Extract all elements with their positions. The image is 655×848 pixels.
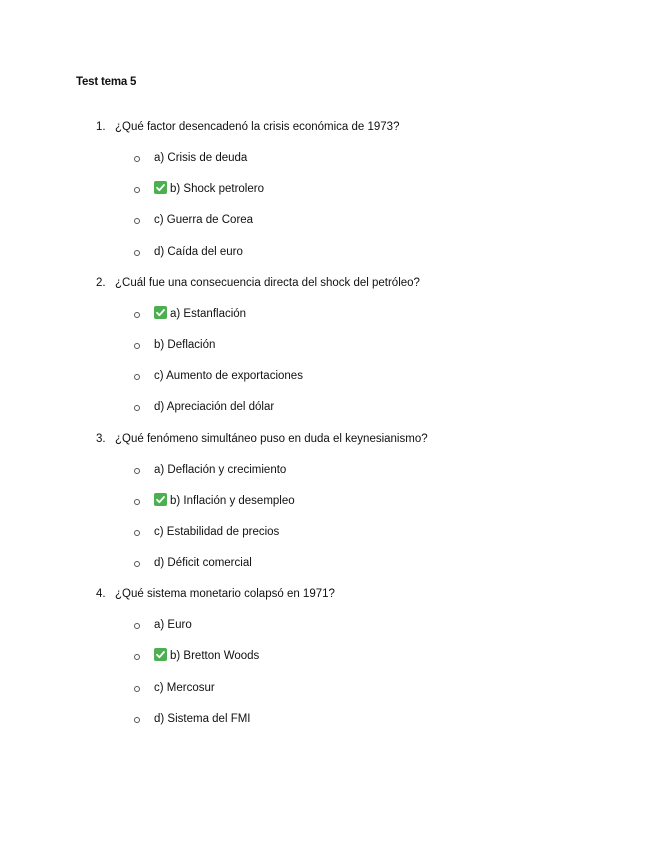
hollow-circle-bullet-icon bbox=[134, 623, 140, 629]
question-item bbox=[0, 424, 655, 580]
option-item bbox=[0, 174, 655, 205]
option-content bbox=[154, 641, 259, 672]
option-content bbox=[154, 392, 274, 423]
question-text: ¿Cuál fue una consecuencia directa del shock del petróleo? bbox=[115, 276, 420, 289]
hollow-circle-bullet-icon bbox=[134, 187, 140, 193]
option-item bbox=[0, 673, 655, 704]
option-item bbox=[0, 392, 655, 423]
option-content bbox=[154, 143, 247, 174]
question-number: 2. bbox=[96, 276, 106, 289]
question-text: ¿Qué factor desencadenó la crisis económica de 1973? bbox=[115, 121, 400, 133]
question-item bbox=[0, 579, 655, 735]
option-content bbox=[154, 330, 215, 361]
check-mark-button-icon bbox=[154, 493, 167, 506]
hollow-circle-bullet-icon bbox=[134, 218, 140, 224]
check-mark-button-icon bbox=[154, 306, 167, 319]
option-content bbox=[154, 704, 251, 735]
hollow-circle-bullet-icon bbox=[134, 468, 140, 474]
option-content bbox=[154, 299, 246, 330]
option-text: b) Inflación y desempleo bbox=[170, 494, 295, 507]
hollow-circle-bullet-icon bbox=[134, 686, 140, 692]
hollow-circle-bullet-icon bbox=[134, 374, 140, 380]
option-content bbox=[154, 548, 252, 579]
hollow-circle-bullet-icon bbox=[134, 405, 140, 411]
question-line bbox=[0, 268, 655, 299]
hollow-circle-bullet-icon bbox=[134, 250, 140, 256]
option-list bbox=[0, 143, 655, 268]
hollow-circle-bullet-icon bbox=[134, 499, 140, 505]
hollow-circle-bullet-icon bbox=[134, 561, 140, 567]
hollow-circle-bullet-icon bbox=[134, 156, 140, 162]
option-content bbox=[154, 237, 243, 268]
option-content bbox=[154, 610, 192, 641]
question-text: ¿Qué sistema monetario colapsó en 1971? bbox=[115, 588, 335, 601]
question-number: 3. bbox=[96, 432, 106, 445]
option-item bbox=[0, 299, 655, 330]
hollow-circle-bullet-icon bbox=[134, 312, 140, 318]
option-content bbox=[154, 361, 303, 392]
option-item bbox=[0, 455, 655, 486]
question-item bbox=[0, 268, 655, 424]
option-content bbox=[154, 205, 253, 236]
option-item bbox=[0, 517, 655, 548]
question-line bbox=[0, 424, 655, 455]
option-item bbox=[0, 704, 655, 735]
option-content bbox=[154, 673, 215, 704]
hollow-circle-bullet-icon bbox=[134, 717, 140, 723]
option-item bbox=[0, 610, 655, 641]
option-text: a) Deflación y crecimiento bbox=[154, 463, 287, 476]
check-mark-button-icon bbox=[154, 648, 167, 661]
option-list bbox=[0, 610, 655, 735]
check-mark-button-icon bbox=[154, 181, 167, 194]
option-list bbox=[0, 299, 655, 424]
option-text: a) Estanflación bbox=[170, 307, 247, 320]
option-text: d) Déficit comercial bbox=[154, 557, 252, 570]
option-text: a) Crisis de deuda bbox=[154, 152, 248, 164]
question-line bbox=[0, 579, 655, 610]
option-list bbox=[0, 455, 655, 580]
option-content bbox=[154, 486, 295, 517]
option-content bbox=[154, 517, 279, 548]
option-item bbox=[0, 361, 655, 392]
hollow-circle-bullet-icon bbox=[134, 530, 140, 536]
option-text: c) Estabilidad de precios bbox=[154, 525, 280, 538]
question-number: 4. bbox=[96, 588, 106, 601]
document-title: Test tema 5 bbox=[76, 76, 137, 88]
option-item bbox=[0, 330, 655, 361]
option-text: c) Aumento de exportaciones bbox=[154, 370, 303, 383]
option-text: b) Deflación bbox=[154, 338, 216, 351]
option-text: c) Mercosur bbox=[154, 681, 215, 694]
question-list bbox=[0, 112, 655, 735]
option-content bbox=[154, 174, 264, 205]
question-number: 1. bbox=[96, 121, 106, 133]
option-text: b) Bretton Woods bbox=[170, 650, 260, 663]
option-text: d) Apreciación del dólar bbox=[154, 401, 275, 414]
hollow-circle-bullet-icon bbox=[134, 343, 140, 349]
option-item bbox=[0, 143, 655, 174]
option-item bbox=[0, 486, 655, 517]
option-content bbox=[154, 455, 286, 486]
option-item bbox=[0, 205, 655, 236]
option-text: a) Euro bbox=[154, 619, 192, 632]
option-item bbox=[0, 641, 655, 672]
question-line bbox=[0, 112, 655, 143]
option-item bbox=[0, 237, 655, 268]
hollow-circle-bullet-icon bbox=[134, 654, 140, 660]
option-text: b) Shock petrolero bbox=[170, 183, 264, 196]
option-text: d) Sistema del FMI bbox=[154, 712, 251, 725]
option-text: d) Caída del euro bbox=[154, 245, 243, 258]
question-text: ¿Qué fenómeno simultáneo puso en duda el keynesianismo? bbox=[115, 432, 428, 445]
question-item bbox=[0, 112, 655, 268]
option-text: c) Guerra de Corea bbox=[154, 214, 254, 227]
option-item bbox=[0, 548, 655, 579]
